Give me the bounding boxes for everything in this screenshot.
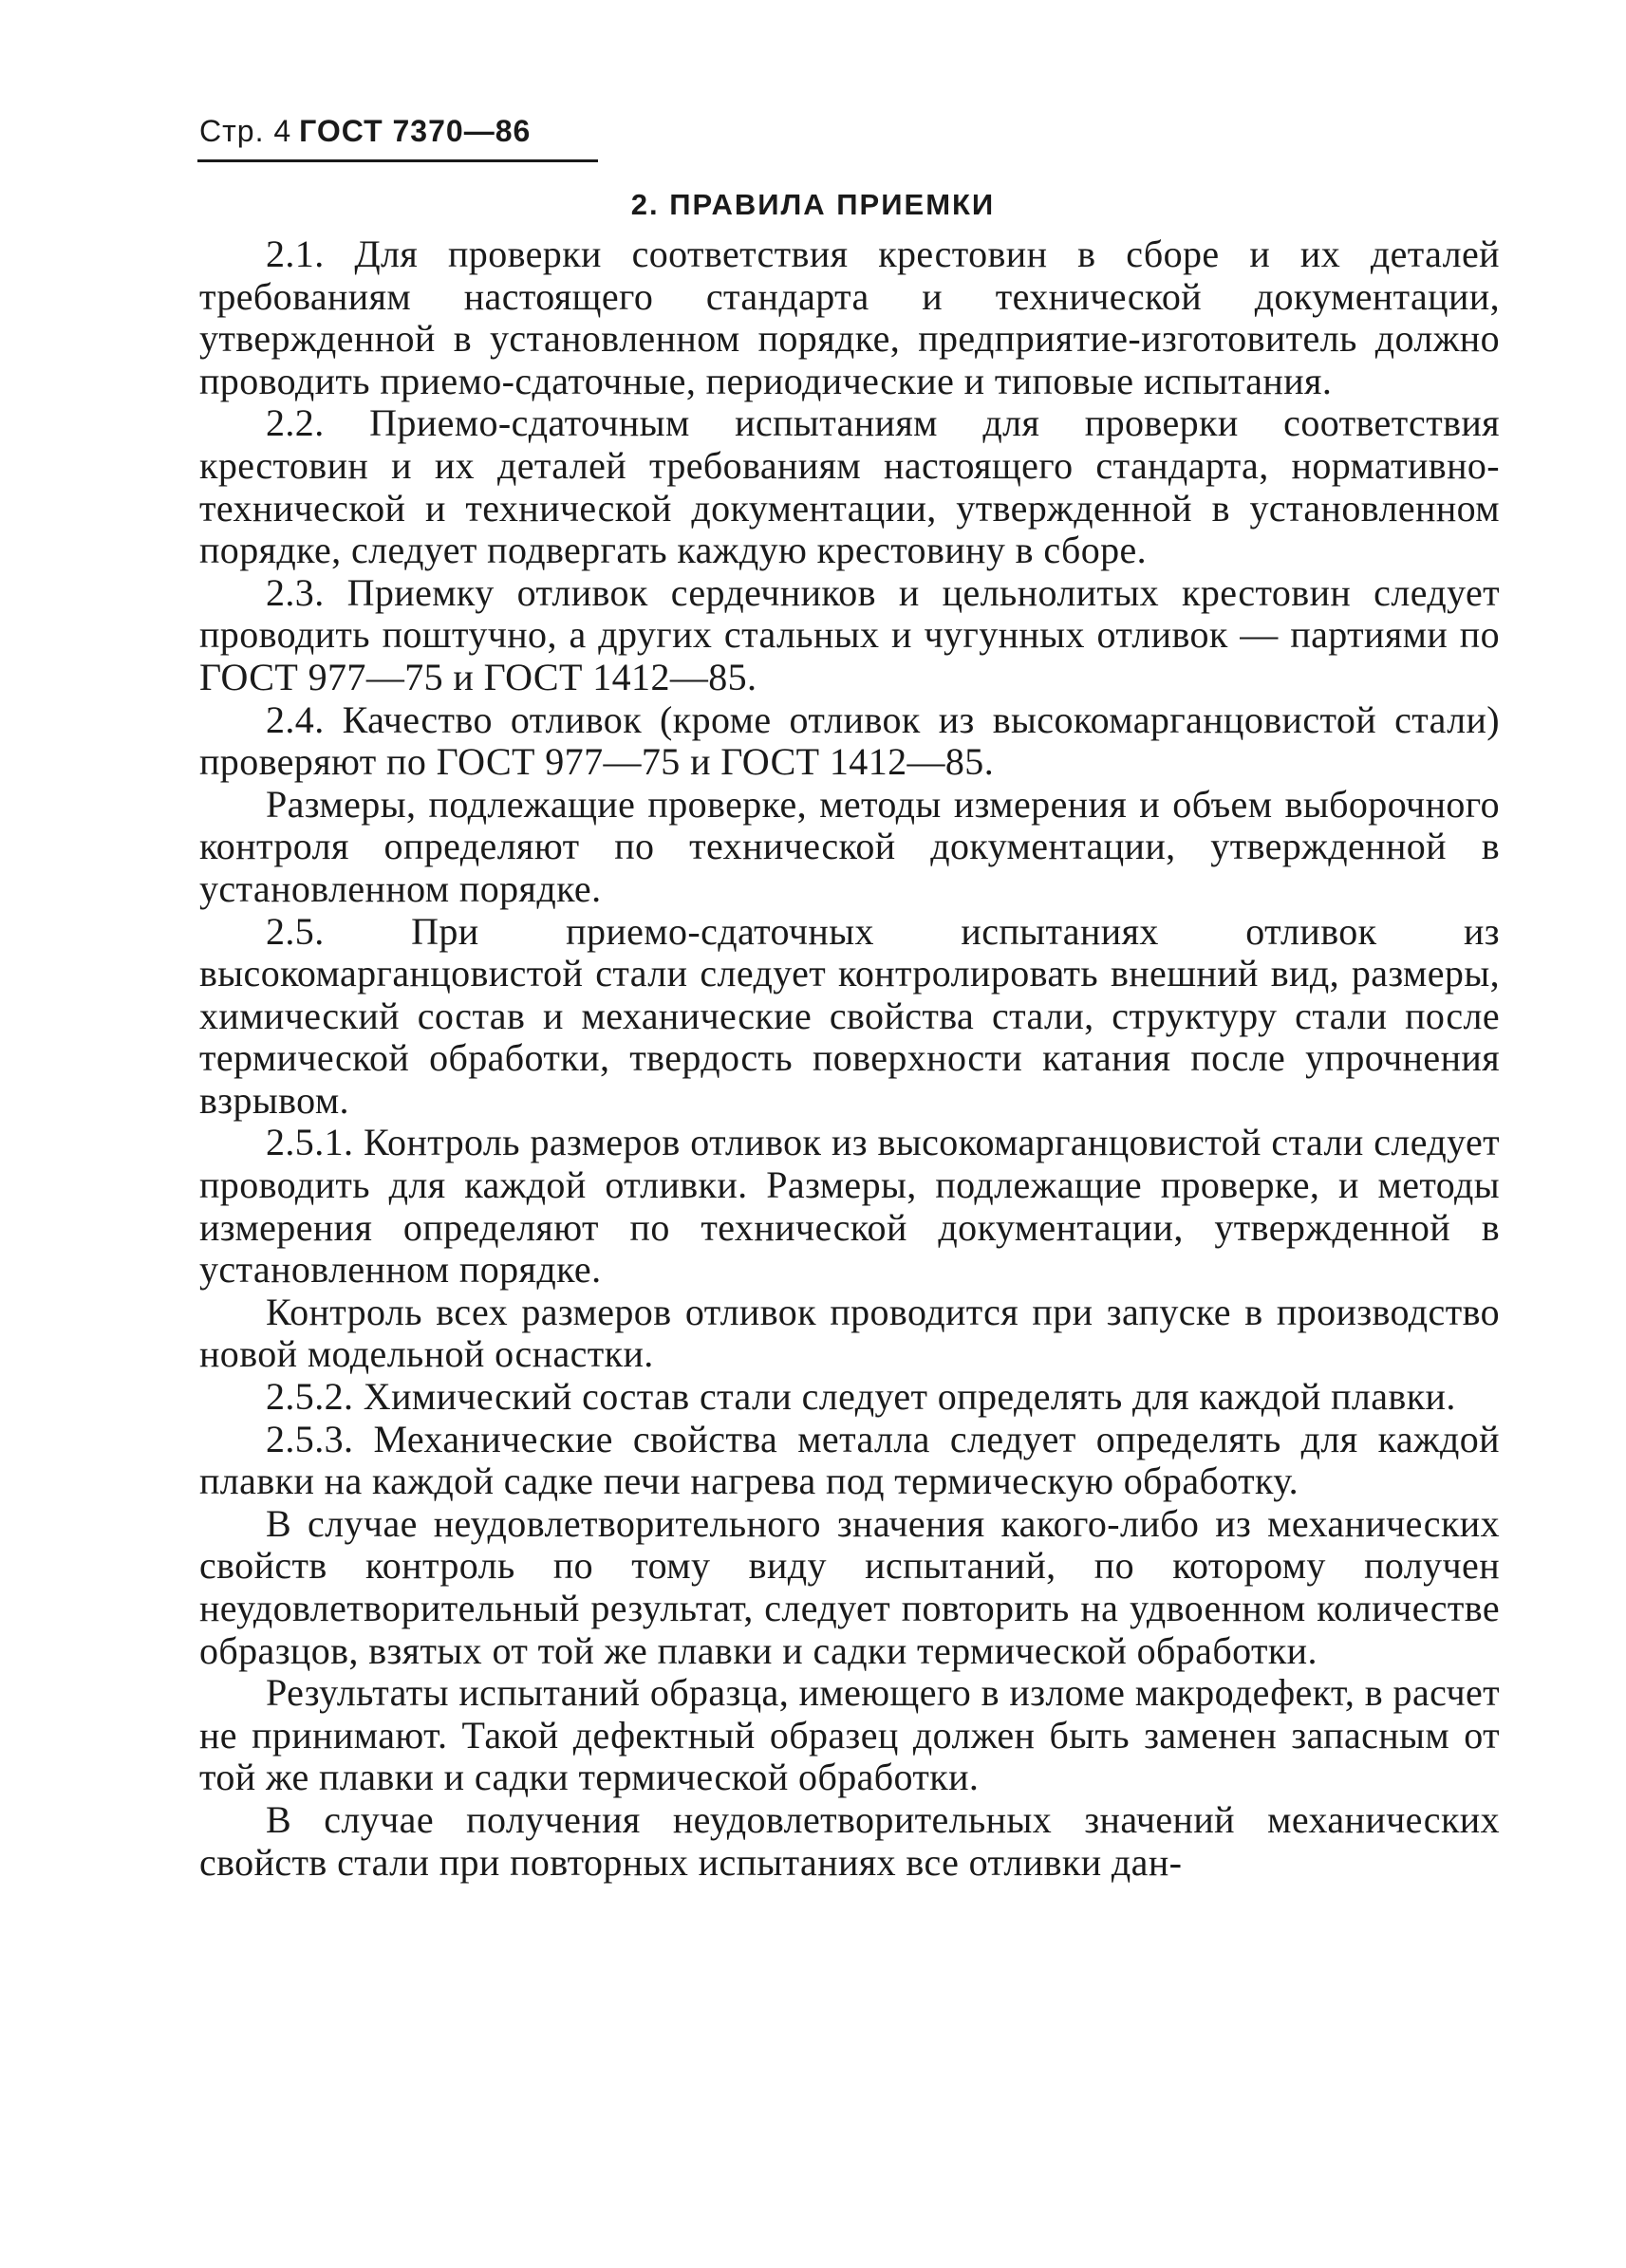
paragraph-2-3: 2.3. Приемку отливок сердечников и цельнолитых крестовин следует проводить поштучно, а других стальных и чугунных отливок — партиями по ГОСТ 977—75 и ГОСТ 1412—85. [199,570,1500,698]
paragraph-2-5-3-repeat-fail: В случае получения неудовлетворительных значений механических свойств стали при повторных испытаниях все отливки дан- [199,1797,1500,1884]
paragraph-2-4-dimensions: Размеры, подлежащие проверке, методы измерения и объем выборочного контроля определяют по технической документации, утвержденной в установленном порядке. [199,782,1500,910]
paragraph-2-5-3: 2.5.3. Механические свойства металла следует определять для каждой плавки на каждой садке печи нагрева под термическую обработку. [199,1417,1500,1503]
paragraph-2-2: 2.2. Приемо-сдаточным испытаниям для проверки соответствия крестовин и их деталей требованиям настоящего стандарта, нормативно-технической и технической документации, утвержденной в установленном порядке, следует подвергать каждую крестовину в сборе. [199,401,1500,572]
paragraph-2-5-1-control: Контроль всех размеров отливок проводится при запуске в производство новой модельной оснастки. [199,1290,1500,1376]
page-number-label: Стр. 4 [199,114,292,148]
paragraph-2-5-2: 2.5.2. Химический состав стали следует определять для каждой плавки. [266,1375,1456,1419]
header-rule [197,159,598,162]
standard-code: ГОСТ 7370—86 [299,114,532,148]
paragraph-2-5-3-defect: Результаты испытаний образца, имеющего в изломе макродефект, в расчет не принимают. Такой дефектный образец должен быть заменен запасным от той же плавки и садки термической обработки. [199,1671,1500,1799]
paragraph-2-5-1: 2.5.1. Контроль размеров отливок из высокомарганцовистой стали следует проводить для каждой отливки. Размеры, подлежащие проверке, и методы измерения определяют по технической документации, утвержденной в установленном порядке. [199,1121,1500,1292]
paragraph-2-5: 2.5. При приемо-сдаточных испытаниях отливок из высокомарганцовистой стали следует контролировать внешний вид, размеры, химический состав и механические свойства стали, структуру стали после термической обработки, твердость поверхности катания после упрочнения взрывом. [199,909,1500,1122]
paragraph-2-4: 2.4. Качество отливок (кроме отливок из высокомарганцовистой стали) проверяют по ГОСТ 977—75 и ГОСТ 1412—85. [199,697,1500,784]
paragraph-2-5-3-retest: В случае неудовлетворительного значения какого-либо из механических свойств контроль по тому виду испытаний, по которому получен неудовлетворительный результат, следует повторить на удвоенном количестве образцов, взятых от той же плавки и садки термической обработки. [199,1501,1500,1672]
paragraph-2-1: 2.1. Для проверки соответствия крестовин в сборе и их деталей требованиям настоящего стандарта и технической документации, утвержденной в установленном порядке, предприятие-изготовитель должно проводить приемо-сдаточные, периодические и типовые испытания. [199,232,1500,402]
body-text [199,233,1500,1884]
running-header [199,112,531,150]
section-title: 2. ПРАВИЛА ПРИЕМКИ [630,188,996,221]
